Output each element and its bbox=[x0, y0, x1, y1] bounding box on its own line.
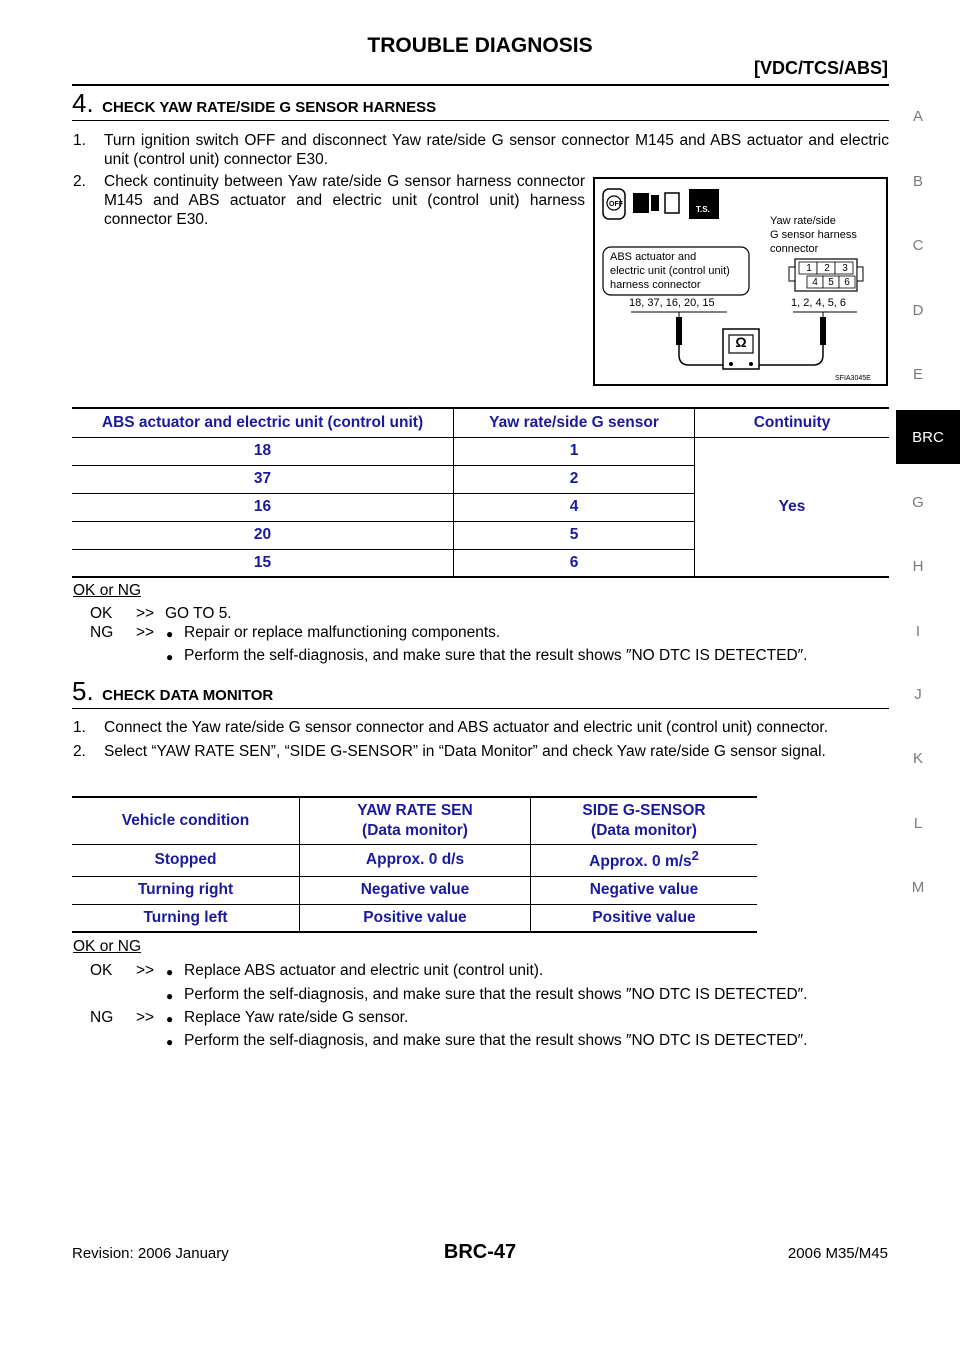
label-line: electric unit (control unit) bbox=[610, 265, 730, 277]
connector-disconnect-icon bbox=[633, 193, 679, 213]
index-tab-active[interactable]: BRC bbox=[896, 410, 960, 464]
step-title: CHECK DATA MONITOR bbox=[102, 687, 274, 704]
item-number: 1. bbox=[73, 132, 86, 149]
item-number: 2. bbox=[73, 743, 86, 760]
col-header bbox=[300, 798, 531, 844]
col-header: Continuity bbox=[753, 413, 831, 431]
table-cell: 6 bbox=[454, 549, 695, 577]
pin-label: 5 bbox=[828, 277, 834, 288]
header-line: Vehicle condition bbox=[121, 811, 250, 829]
abs-pin-list: 18, 37, 16, 20, 15 bbox=[629, 297, 715, 309]
table-cell: 1 bbox=[454, 437, 695, 465]
index-letter[interactable]: H bbox=[912, 558, 924, 575]
header-line: (Data monitor) bbox=[362, 821, 468, 839]
step-title: CHECK YAW RATE/SIDE G SENSOR HARNESS bbox=[102, 99, 437, 116]
label-line: harness connector bbox=[610, 279, 701, 291]
result-ok-label: OK bbox=[90, 605, 113, 622]
tester-ts-icon bbox=[689, 189, 719, 219]
ok-or-ng-label: OK or NG bbox=[73, 582, 142, 599]
ok-or-ng-label: OK or NG bbox=[73, 938, 142, 955]
index-letter[interactable]: L bbox=[913, 815, 923, 832]
step4-item-1 bbox=[73, 131, 889, 171]
result-ok-label: OK bbox=[90, 962, 113, 979]
index-letter[interactable]: C bbox=[912, 237, 924, 254]
index-letter[interactable]: M bbox=[911, 879, 925, 896]
sensor-pin-list: 1, 2, 4, 5, 6 bbox=[791, 297, 847, 309]
pin-label: 6 bbox=[844, 277, 850, 288]
table-cell: Positive value bbox=[592, 908, 696, 926]
result-ok-text: GO TO 5. bbox=[165, 605, 232, 622]
item-number: 2. bbox=[73, 173, 86, 190]
item-number: 1. bbox=[73, 719, 86, 736]
label-line: G sensor harness bbox=[770, 229, 857, 241]
step-rule bbox=[72, 708, 889, 709]
table-cell: 18 bbox=[72, 437, 454, 465]
step-number: 5. bbox=[72, 676, 94, 706]
header-line: YAW RATE SEN bbox=[357, 801, 473, 819]
index-letter[interactable]: I bbox=[915, 623, 921, 640]
item-text: Turn ignition switch OFF and disconnect Yaw rate/side G sensor connector M145 and ABS actuator and electric unit (control unit) connector E30. bbox=[104, 132, 889, 168]
index-letter[interactable]: A bbox=[912, 108, 923, 125]
pin-label: 3 bbox=[842, 263, 848, 274]
table-cell: Negative value bbox=[300, 876, 531, 904]
step-rule bbox=[72, 120, 889, 121]
cell-value: Approx. 0 m/s bbox=[589, 853, 692, 871]
bullet-icon: ● bbox=[166, 1035, 174, 1049]
table-cell: 2 bbox=[454, 465, 695, 493]
bullet-icon: ● bbox=[166, 989, 174, 1003]
index-letter[interactable]: G bbox=[912, 494, 924, 511]
continuity-table bbox=[72, 409, 889, 578]
bullet-text: Repair or replace malfunctioning components. bbox=[184, 624, 501, 641]
table-cell: 37 bbox=[72, 465, 454, 493]
table-cell: Approx. 0 d/s bbox=[300, 844, 531, 876]
table-cell: Stopped bbox=[72, 844, 300, 876]
bullet-text: Perform the self-diagnosis, and make sure that the result shows ″NO DTC IS DETECTED″. bbox=[184, 1032, 808, 1049]
bullet-icon: ● bbox=[166, 650, 174, 664]
table-cell: Negative value bbox=[589, 881, 699, 898]
col-header: ABS actuator and electric unit (control unit) bbox=[72, 409, 454, 437]
pin-label: 1 bbox=[806, 263, 812, 274]
table-cell: 16 bbox=[72, 493, 454, 521]
ohm-symbol: Ω bbox=[735, 334, 747, 350]
index-letter[interactable]: E bbox=[912, 366, 923, 383]
footer-model: 2006 M35/M45 bbox=[787, 1245, 888, 1262]
bullet-icon: ● bbox=[166, 965, 174, 979]
table-cell: Positive value bbox=[300, 904, 531, 932]
item-text: Connect the Yaw rate/side G sensor connector and ABS actuator and electric unit (control unit) connector. bbox=[104, 719, 829, 736]
pin-label: 2 bbox=[824, 263, 830, 274]
step-number: 4. bbox=[72, 88, 94, 118]
sensor-connector-label bbox=[770, 214, 857, 256]
index-letter[interactable]: K bbox=[912, 750, 923, 767]
step5-item-2 bbox=[73, 742, 889, 782]
step4-heading bbox=[72, 88, 436, 119]
ts-icon-label: T.S. bbox=[696, 205, 710, 214]
header-rule bbox=[72, 84, 889, 86]
step4-item-2 bbox=[73, 172, 585, 232]
item-text: Select “YAW RATE SEN”, “SIDE G-SENSOR” in “Data Monitor” and check Yaw rate/side G sensor signal. bbox=[104, 743, 826, 760]
bullet-text: Replace Yaw rate/side G sensor. bbox=[184, 1009, 409, 1026]
header-line: (Data monitor) bbox=[591, 821, 697, 839]
footer-revision: Revision: 2006 January bbox=[72, 1245, 229, 1262]
result-arrow: >> bbox=[136, 962, 155, 979]
result-ng-label: NG bbox=[90, 624, 114, 641]
index-letter[interactable]: J bbox=[914, 686, 922, 703]
table-cell: 15 bbox=[72, 549, 454, 577]
label-line: Yaw rate/side bbox=[770, 215, 836, 227]
footer-page-number: BRC-47 bbox=[443, 1241, 517, 1263]
result-ng-label: NG bbox=[90, 1009, 114, 1026]
table-cell: Yes bbox=[778, 497, 806, 515]
step5-heading bbox=[72, 676, 273, 707]
abs-connector-label bbox=[610, 250, 730, 292]
col-header bbox=[531, 798, 758, 844]
table-cell: 5 bbox=[454, 521, 695, 549]
pin-label: 4 bbox=[812, 277, 818, 288]
table-cell: 20 bbox=[72, 521, 454, 549]
item-text: Check continuity between Yaw rate/side G sensor harness connector M145 and ABS actuator and electric unit (control unit) harness connector E30. bbox=[104, 173, 585, 228]
result-arrow: >> bbox=[136, 1009, 155, 1026]
bullet-text: Perform the self-diagnosis, and make sure that the result shows ″NO DTC IS DETECTED″. bbox=[184, 986, 808, 1003]
label-line: connector bbox=[770, 243, 819, 255]
label-line: ABS actuator and bbox=[610, 251, 697, 263]
table-cell: 4 bbox=[454, 493, 695, 521]
table-cell bbox=[531, 844, 758, 876]
table-cell: Turning right bbox=[72, 876, 300, 904]
index-letter[interactable]: B bbox=[912, 173, 923, 190]
col-header bbox=[72, 798, 300, 844]
figure-code: SFIA3045E bbox=[835, 375, 871, 382]
table-cell: Turning left bbox=[72, 904, 300, 932]
section-subtitle: [VDC/TCS/ABS] bbox=[754, 58, 888, 78]
off-icon-label: OFF bbox=[609, 201, 623, 208]
bullet-text: Replace ABS actuator and electric unit (control unit). bbox=[184, 962, 544, 979]
bullet-icon: ● bbox=[166, 627, 174, 641]
step5-item-1 bbox=[73, 718, 889, 738]
index-letter[interactable]: D bbox=[912, 302, 924, 319]
page-title: TROUBLE DIAGNOSIS bbox=[367, 34, 593, 57]
result-arrow: >> bbox=[136, 605, 155, 622]
superscript: 2 bbox=[691, 848, 699, 864]
continuity-check-diagram bbox=[593, 177, 888, 386]
bullet-icon: ● bbox=[166, 1012, 174, 1026]
bullet-text: Perform the self-diagnosis, and make sure that the result shows ″NO DTC IS DETECTED″. bbox=[184, 647, 808, 664]
result-arrow: >> bbox=[136, 624, 155, 641]
data-monitor-table bbox=[72, 798, 757, 933]
col-header: Yaw rate/side G sensor bbox=[454, 409, 695, 437]
header-line: SIDE G-SENSOR bbox=[582, 801, 706, 819]
